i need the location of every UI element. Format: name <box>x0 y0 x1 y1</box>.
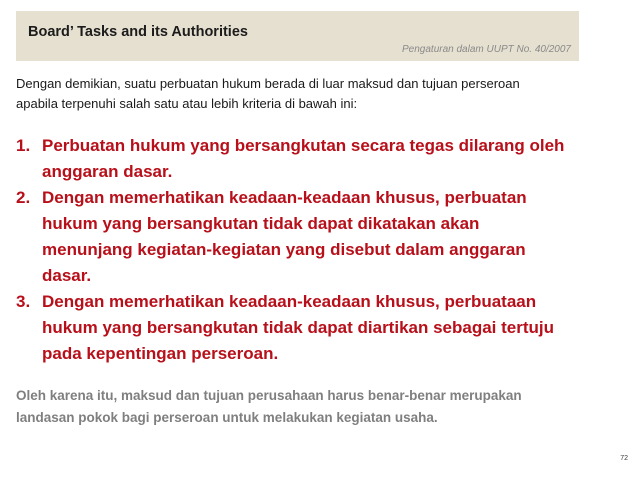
criteria-item-1 <box>16 133 622 185</box>
criteria-number: 3. <box>16 292 31 311</box>
criteria-line: dasar. <box>42 266 92 285</box>
criteria-line: Dengan memerhatikan keadaan-keadaan khusus, perbuatan <box>42 188 527 207</box>
page-number: 72 <box>620 455 628 462</box>
slide-header <box>16 11 579 61</box>
criteria-line: hukum yang bersangkutan tidak dapat diartikan sebagai tertuju <box>42 318 555 337</box>
criteria-list <box>16 133 622 367</box>
criteria-line: menunjang kegiatan-kegiatan yang disebut dalam anggaran <box>42 240 526 259</box>
criteria-number: 1. <box>16 136 31 155</box>
criteria-line: Perbuatan hukum yang bersangkutan secara tegas dilarang oleh <box>42 136 565 155</box>
conclusion-line: Oleh karena itu, maksud dan tujuan perusahaan harus benar-benar merupakan <box>16 388 522 403</box>
criteria-number: 2. <box>16 188 31 207</box>
intro-line: apabila terpenuhi salah satu atau lebih kriteria di bawah ini: <box>16 96 358 111</box>
slide-title: Board’ Tasks and its Authorities <box>28 24 248 40</box>
criteria-line: Dengan memerhatikan keadaan-keadaan khusus, perbuataan <box>42 292 537 311</box>
intro-paragraph <box>16 74 616 114</box>
criteria-line: hukum yang bersangkutan tidak dapat dikatakan akan <box>42 214 480 233</box>
slide-subtitle: Pengaturan dalam UUPT No. 40/2007 <box>402 44 571 55</box>
criteria-line: anggaran dasar. <box>42 162 173 181</box>
criteria-item-2 <box>16 185 622 289</box>
conclusion-line: landasan pokok bagi perseroan untuk melakukan kegiatan usaha. <box>16 410 438 425</box>
conclusion-paragraph <box>16 385 622 429</box>
intro-line: Dengan demikian, suatu perbuatan hukum berada di luar maksud dan tujuan perseroan <box>16 76 520 91</box>
criteria-line: pada kepentingan perseroan. <box>42 344 279 363</box>
criteria-item-3 <box>16 289 622 367</box>
